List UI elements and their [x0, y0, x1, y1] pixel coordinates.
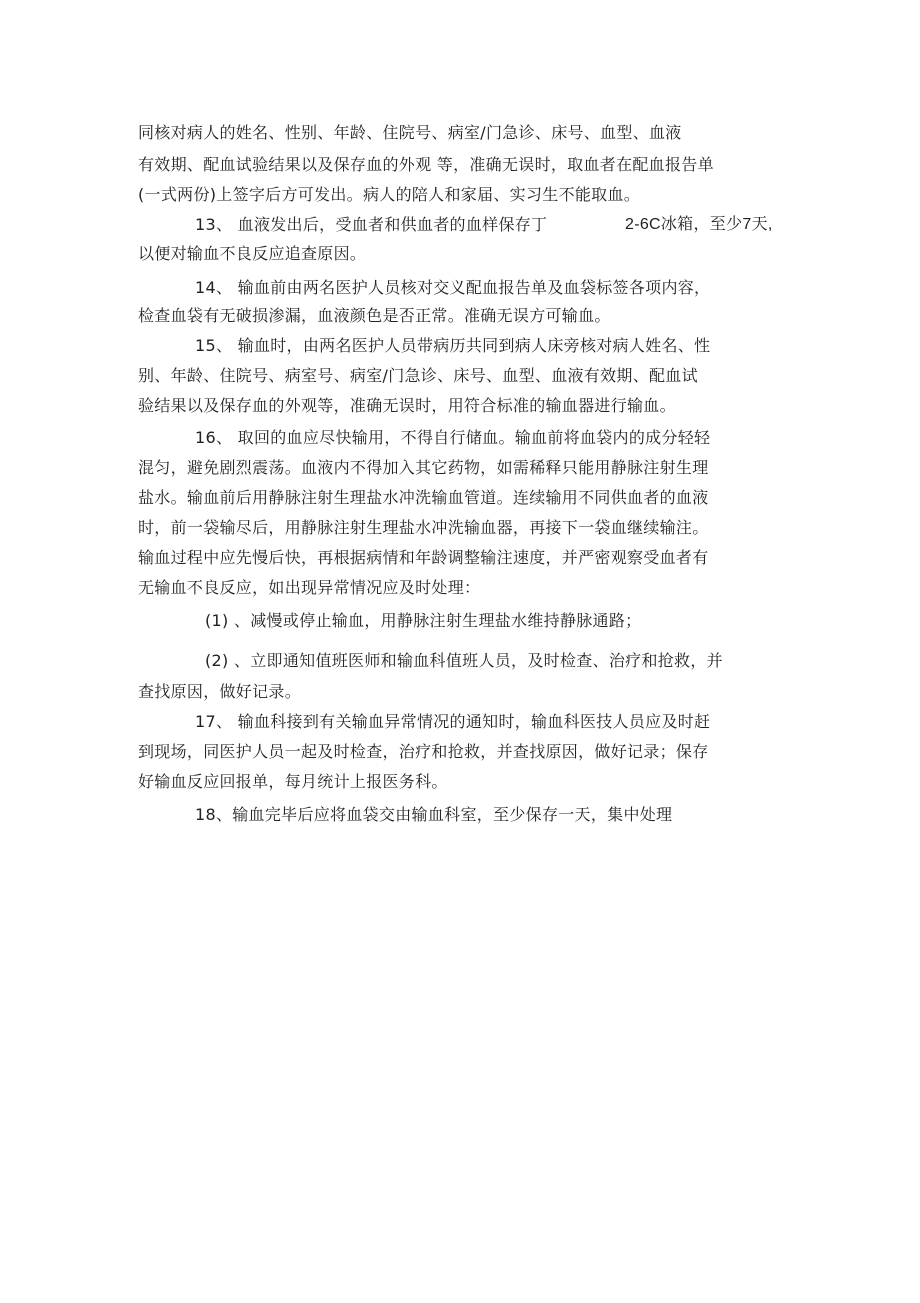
text-line: 盐水。输血前后用静脉注射生理盐水冲洗输血管道。连续输用不同供血者的血液	[138, 488, 709, 507]
text-line: 验结果以及保存血的外观等，准确无误时，用符合标准的输血器进行输血。	[138, 396, 676, 415]
text-line: 18、输血完毕后应将血袋交由输血科室，至少保存一天，集中处理	[195, 805, 673, 824]
text-line: (一式两份)上签字后方可发出。病人的陪人和家届、实习生不能取血。	[138, 185, 641, 204]
text-line: 15、 输血时，由两名医护人员带病历共同到病人床旁核对病人姓名、性	[195, 336, 711, 355]
text-line: (1) 、减慢或停止输血，用静脉注射生理盐水维持静脉通路；	[205, 611, 642, 630]
text-line: 时，前一袋输尽后，用静脉注射生理盐水冲洗输血器，再接下一袋血继续输注。	[138, 518, 709, 537]
text-line: 查找原因，做好记录。	[138, 682, 302, 701]
text-line: (2) 、立即通知值班医师和输血科值班人员，及时检查、治疗和抢救，并	[205, 651, 723, 670]
text-line: 好输血反应回报单，每月统计上报医务科。	[138, 772, 448, 791]
text-line: 16、 取回的血应尽快输用，不得自行储血。输血前将血袋内的成分轻轻	[195, 428, 711, 447]
text-line: 同核对病人的姓名、性别、年龄、住院号、病室/门急诊、床号、血型、血液	[138, 123, 682, 142]
text-line: 13、 血液发出后，受血者和供血者的血样保存丁	[195, 215, 548, 234]
text-line: 别、年龄、住院号、病室号、病室/门急诊、床号、血型、血液有效期、配血试	[138, 366, 698, 385]
text-line: 2-6C冰箱，至少7天,	[625, 216, 773, 233]
text-line: 到现场，同医护人员一起及时检查，治疗和抢救，并查找原因，做好记录；保存	[138, 742, 709, 761]
text-line: 无输血不良反应，如出现异常情况应及时处理：	[138, 578, 481, 597]
text-line: 检查血袋有无破损渗漏，血液颜色是否正常。准确无误方可输血。	[138, 306, 611, 325]
text-line: 有效期、配血试验结果以及保存血的外观 等，准确无误时，取血者在配血报告单	[138, 155, 714, 174]
text-line: 输血过程中应先慢后快，再根据病情和年龄调整输注速度，并严密观察受血者有	[138, 548, 709, 567]
text-line: 混匀，避免剧烈震荡。血液内不得加入其它药物，如需稀释只能用静脉注射生理	[138, 458, 709, 477]
text-line: 17、 输血科接到有关输血异常情况的通知时，输血科医技人员应及时赶	[195, 712, 711, 731]
text-line: 以便对输血不良反应追查原因。	[138, 244, 367, 263]
text-line: 14、 输血前由两名医护人员核对交义配血报告单及血袋标签各项内容，	[195, 278, 711, 297]
